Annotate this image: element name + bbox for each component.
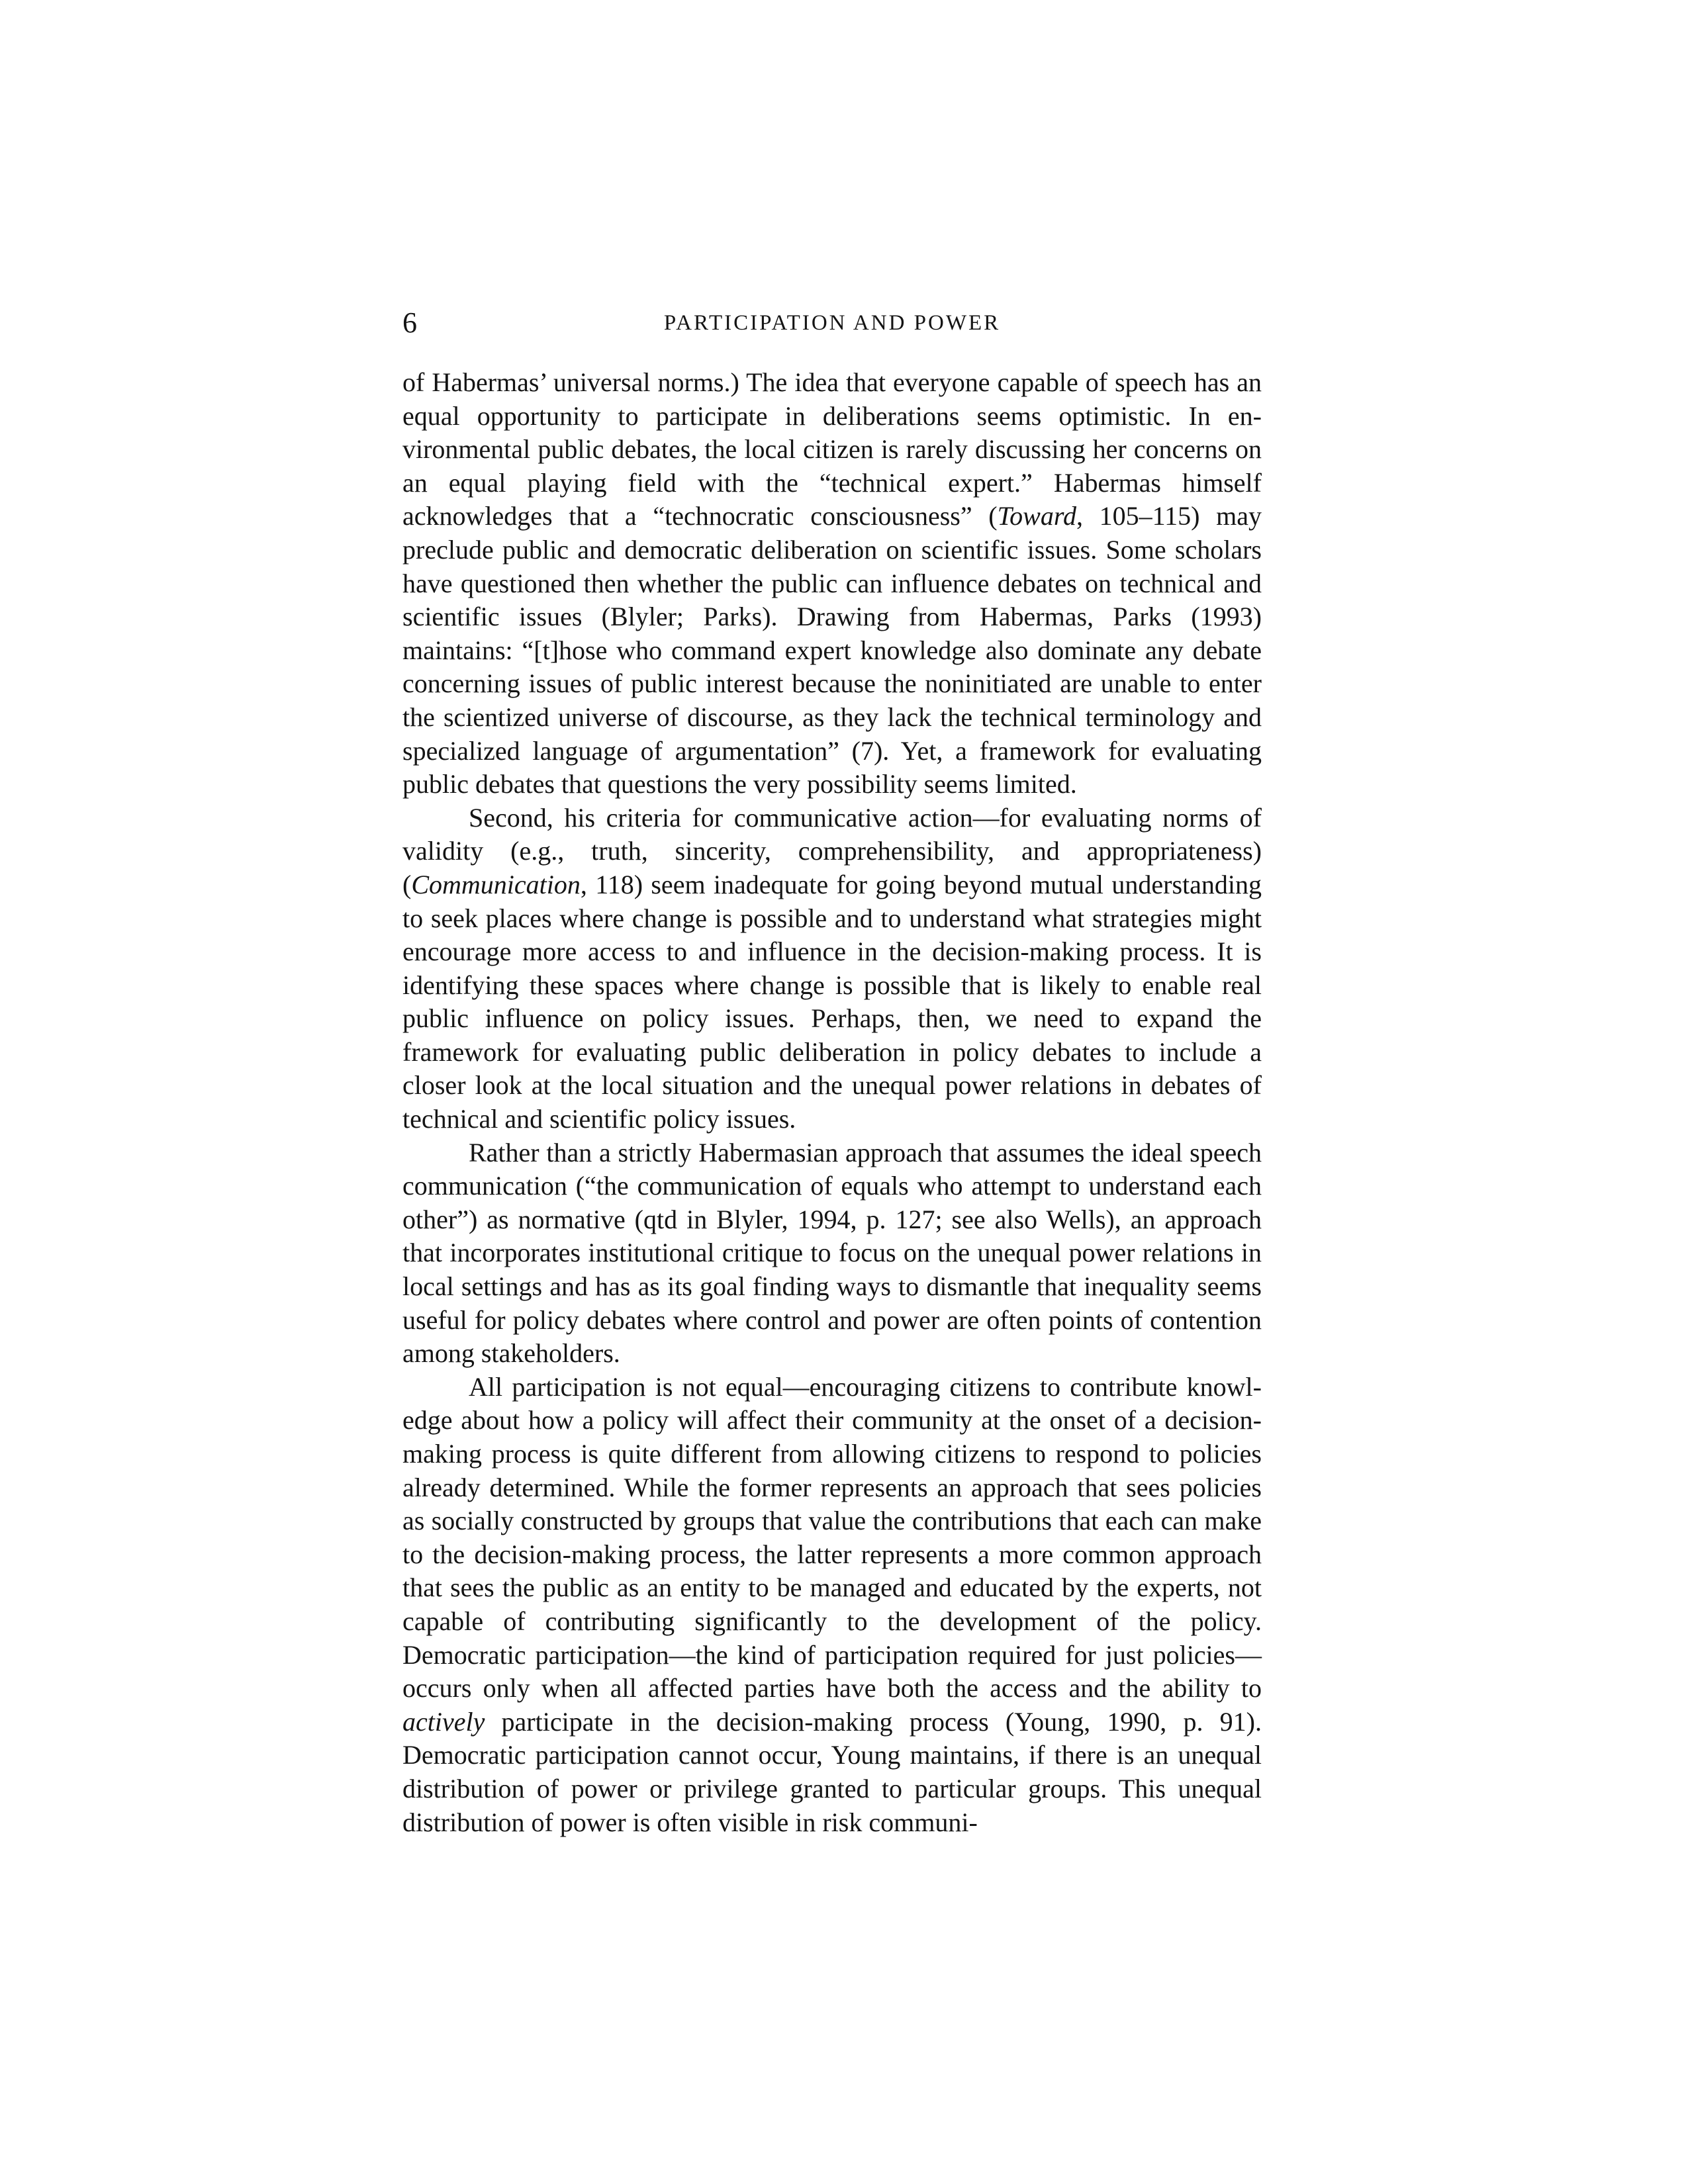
italic-emphasis-actively: actively: [402, 1706, 485, 1737]
text-run: , 118) seem inadequate for going beyond mutual understanding to seek places where change is possible and to understand what strategies might encourage more access to and influence in the decision-making process. It is identifying these spaces where change is possible that is likely to enable real public influence on policy issues. Perhaps, then, we need to expand the framework for evaluating public deliberation in policy debates to include a closer look at the local situation and the unequal power relations in debates of technical and scientific policy issues.: [402, 869, 1262, 1134]
italic-title-toward: Toward: [997, 501, 1076, 531]
paragraph: [402, 1136, 1262, 1371]
body-text: [402, 366, 1262, 1839]
text-run: Rather than a strictly Habermasian approach that assumes the ideal speech communication (“the communication of equals who attempt to understand each other”) as normative (qtd in Blyler, 1994, p. 127; see also Wells), an approach that incorporates institutional critique to focus on the unequal power relations in local settings and has as its goal finding ways to dismantle that inequality seems useful for policy debates where control and power are often points of contention among stakeholders.: [402, 1137, 1262, 1369]
text-run: All participation is not equal—encouraging citizens to contribute knowledge about how a policy will affect their community at the onset of a decision-making process is quite different from allowing citizens to respond to policies already determined. While the former represents an approach that sees policies as socially constructed by groups that value the contributions that each can make to the decision-making process, the latter represents a more common approach that sees the public as an entity to be managed and educated by the experts, not capable of contributing significantly to the development of the policy. Democratic participation—the kind of participation required for just policies—occurs only when all affected parties have both the access and the ability to: [402, 1371, 1262, 1704]
text-run: of Habermas’ universal norms.) The idea that everyone capable of speech has an equal opportunity to participate in deliberations seems optimistic. In environmental public debates, the local citizen is rarely discussing her concerns on an equal playing field with the “technical expert.” Habermas himself acknowledges that a “technocratic consciousness” (: [402, 367, 1262, 531]
text-run: , 105–115) may preclude public and democratic deliberation on scientific issues. Some scholars have questioned then whether the public can influence debates on technical and scientific issues (Blyler; Parks). Drawing from Habermas, Parks (1993) maintains: “[t]hose who command expert knowledge also dominate any debate concerning issues of public interest because the noninitiated are unable to enter the scientized universe of discourse, as they lack the technical terminology and specialized language of argumentation” (7). Yet, a framework for evaluating public debates that questions the very possibility seems limited.: [402, 501, 1262, 799]
italic-title-communication: Communication: [411, 869, 581, 899]
page-number: 6: [402, 306, 417, 339]
running-head: [402, 303, 1262, 343]
text-run: Second, his criteria for communicative action—for evaluating norms of validity (e.g., truth, sincerity, comprehensibility, and appropriateness) (: [402, 802, 1262, 899]
text-run: participate in the decision-making process (Young, 1990, p. 91). Democratic participation cannot occur, Young maintains, if there is an unequal distribution of power or privilege granted to particular groups. This unequal distribution of power is often visible in risk communi-: [402, 1706, 1262, 1837]
paragraph: [402, 1371, 1262, 1839]
paragraph: [402, 801, 1262, 1136]
running-title: PARTICIPATION AND POWER: [663, 311, 1001, 335]
paragraph: [402, 366, 1262, 801]
